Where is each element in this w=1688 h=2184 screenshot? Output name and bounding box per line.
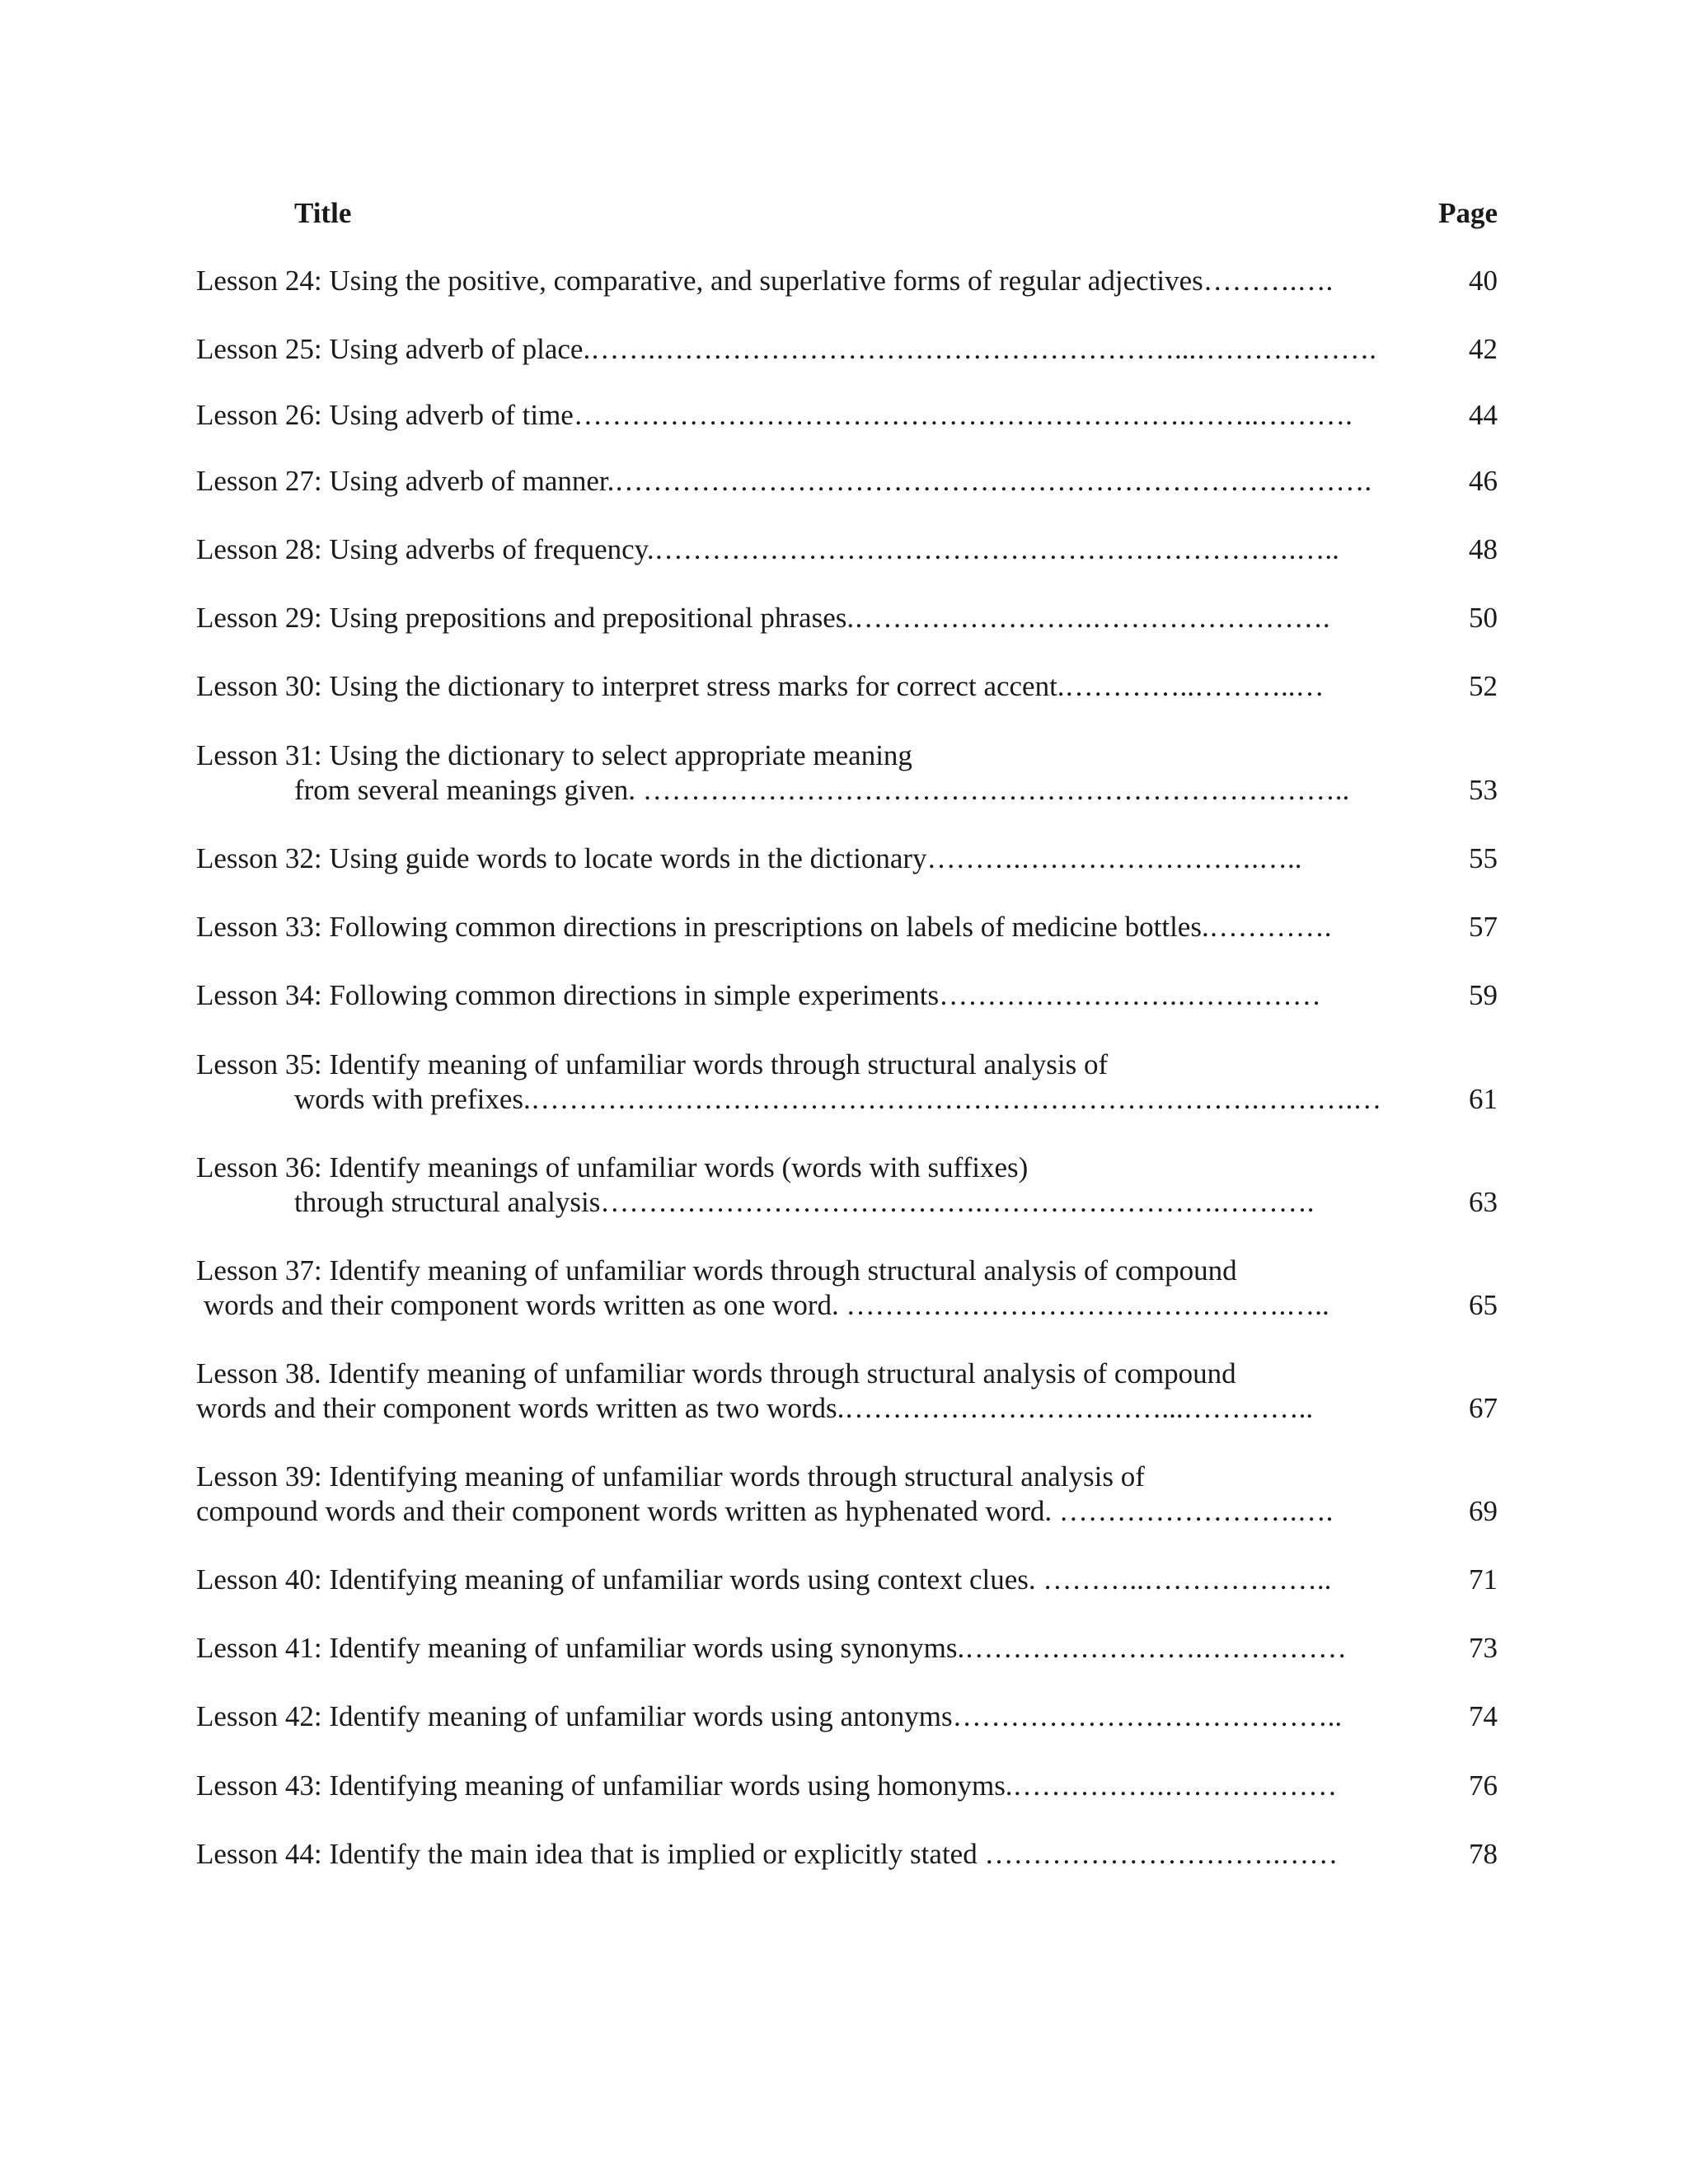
entry-text: Lesson 24: Using the positive, comparative, and superlative forms of regular adjectives……….…. xyxy=(196,265,1334,297)
toc-entry-lesson-41 xyxy=(196,1631,1498,1666)
entry-page-number: 48 xyxy=(1469,533,1498,565)
entry-text: Lesson 29: Using prepositions and prepositional phrases.…………………….……………………. xyxy=(196,602,1330,634)
toc-entry-lesson-43 xyxy=(196,1769,1498,1803)
entry-text-continuation: through structural analysis………………………………….…………………….………. xyxy=(294,1186,1315,1218)
entry-text: Lesson 33: Following common directions in prescriptions on labels of medicine bottles.…………. xyxy=(196,911,1332,943)
entry-page-number: 76 xyxy=(1469,1769,1498,1802)
entry-text: Lesson 27: Using adverb of manner.……………………………………………………………………. xyxy=(196,465,1372,497)
entry-text: Lesson 31: Using the dictionary to select appropriate meaning xyxy=(196,739,912,771)
entry-text: Lesson 38. Identify meaning of unfamiliar words through structural analysis of compound xyxy=(196,1357,1236,1390)
entry-page-number: 40 xyxy=(1469,265,1498,297)
toc-entry-lesson-31 xyxy=(196,738,1498,808)
toc-entry-lesson-35 xyxy=(196,1047,1498,1117)
entry-text: Lesson 34: Following common directions in simple experiments…………………….…………… xyxy=(196,979,1321,1011)
entry-page-number: 46 xyxy=(1469,465,1498,497)
entry-page-number: 67 xyxy=(1469,1392,1498,1424)
entry-text-continuation: words with prefixes.………………………………………………………………….……….… xyxy=(294,1083,1382,1115)
toc-entry-lesson-29 xyxy=(196,601,1498,635)
entry-text-continuation: compound words and their component words written as hyphenated word. …………………….…. xyxy=(196,1495,1334,1527)
entry-text: Lesson 30: Using the dictionary to interpret stress marks for correct accent.…………..………..… xyxy=(196,670,1325,702)
toc-entry-lesson-25 xyxy=(196,332,1498,367)
entry-text-continuation: words and their component words written as two words.……………………………...………….. xyxy=(196,1392,1314,1424)
entry-page-number: 69 xyxy=(1469,1495,1498,1527)
entry-text-continuation: words and their component words written as one word. ……………………………………….….. xyxy=(204,1289,1329,1321)
entry-text: Lesson 41: Identify meaning of unfamiliar words using synonyms.…………………….…………… xyxy=(196,1632,1347,1664)
entry-text: Lesson 35: Identify meaning of unfamiliar words through structural analysis of xyxy=(196,1048,1109,1080)
entry-text: Lesson 36: Identify meanings of unfamiliar words (words with suffixes) xyxy=(196,1151,1029,1183)
entry-text: Lesson 39: Identifying meaning of unfamiliar words through structural analysis of xyxy=(196,1460,1145,1493)
toc-entry-lesson-42 xyxy=(196,1699,1498,1734)
toc-entry-lesson-37 xyxy=(196,1254,1498,1323)
entry-page-number: 73 xyxy=(1469,1632,1498,1664)
toc-entry-lesson-34 xyxy=(196,978,1498,1013)
entry-page-number: 57 xyxy=(1469,911,1498,943)
title-column-header: Title xyxy=(294,197,352,229)
entry-text: Lesson 42: Identify meaning of unfamiliar words using antonyms………………………………….. xyxy=(196,1700,1343,1732)
entry-page-number: 65 xyxy=(1469,1289,1498,1321)
entry-page-number: 59 xyxy=(1469,979,1498,1011)
entry-page-number: 42 xyxy=(1469,333,1498,365)
entry-page-number: 52 xyxy=(1469,670,1498,702)
entry-page-number: 53 xyxy=(1469,774,1498,806)
toc-entry-lesson-26 xyxy=(196,398,1498,433)
entry-text: Lesson 40: Identifying meaning of unfamiliar words using context clues. ………..……………….. xyxy=(196,1563,1332,1596)
toc-entry-lesson-27 xyxy=(196,464,1498,499)
toc-entry-lesson-24 xyxy=(196,264,1498,298)
entry-text: Lesson 32: Using guide words to locate words in the dictionary……….…………………….….. xyxy=(196,842,1302,874)
entry-page-number: 50 xyxy=(1469,602,1498,634)
toc-entry-lesson-38 xyxy=(196,1357,1498,1426)
entry-text: Lesson 37: Identify meaning of unfamiliar words through structural analysis of compound xyxy=(196,1254,1237,1286)
entry-page-number: 78 xyxy=(1469,1838,1498,1870)
entry-text: Lesson 26: Using adverb of time……………………………………………………….……..………. xyxy=(196,399,1353,431)
entry-text: Lesson 25: Using adverb of place.…….………………………………………………...………………. xyxy=(196,333,1376,365)
entry-text: Lesson 44: Identify the main idea that is implied or explicitly stated ………………………….…… xyxy=(196,1838,1339,1870)
entry-page-number: 63 xyxy=(1469,1186,1498,1218)
entry-page-number: 44 xyxy=(1469,399,1498,431)
toc-entry-lesson-44 xyxy=(196,1837,1498,1872)
entry-text: Lesson 43: Identifying meaning of unfamiliar words using homonyms.…………….……………… xyxy=(196,1769,1338,1802)
entry-page-number: 71 xyxy=(1469,1563,1498,1596)
toc-entry-lesson-32 xyxy=(196,841,1498,876)
entry-text: Lesson 28: Using adverbs of frequency.………………………………………………………….….. xyxy=(196,533,1339,565)
toc-entry-lesson-36 xyxy=(196,1151,1498,1220)
toc-entry-lesson-39 xyxy=(196,1460,1498,1529)
entry-page-number: 74 xyxy=(1469,1700,1498,1732)
entry-page-number: 61 xyxy=(1469,1083,1498,1115)
toc-entry-lesson-33 xyxy=(196,910,1498,944)
toc-entry-lesson-40 xyxy=(196,1563,1498,1597)
entry-page-number: 55 xyxy=(1469,842,1498,874)
entry-text-continuation: from several meanings given. ……………………………………………………………….. xyxy=(294,774,1350,806)
page-column-header: Page xyxy=(1438,197,1498,229)
toc-entry-lesson-30 xyxy=(196,669,1498,704)
toc-entry-lesson-28 xyxy=(196,532,1498,567)
